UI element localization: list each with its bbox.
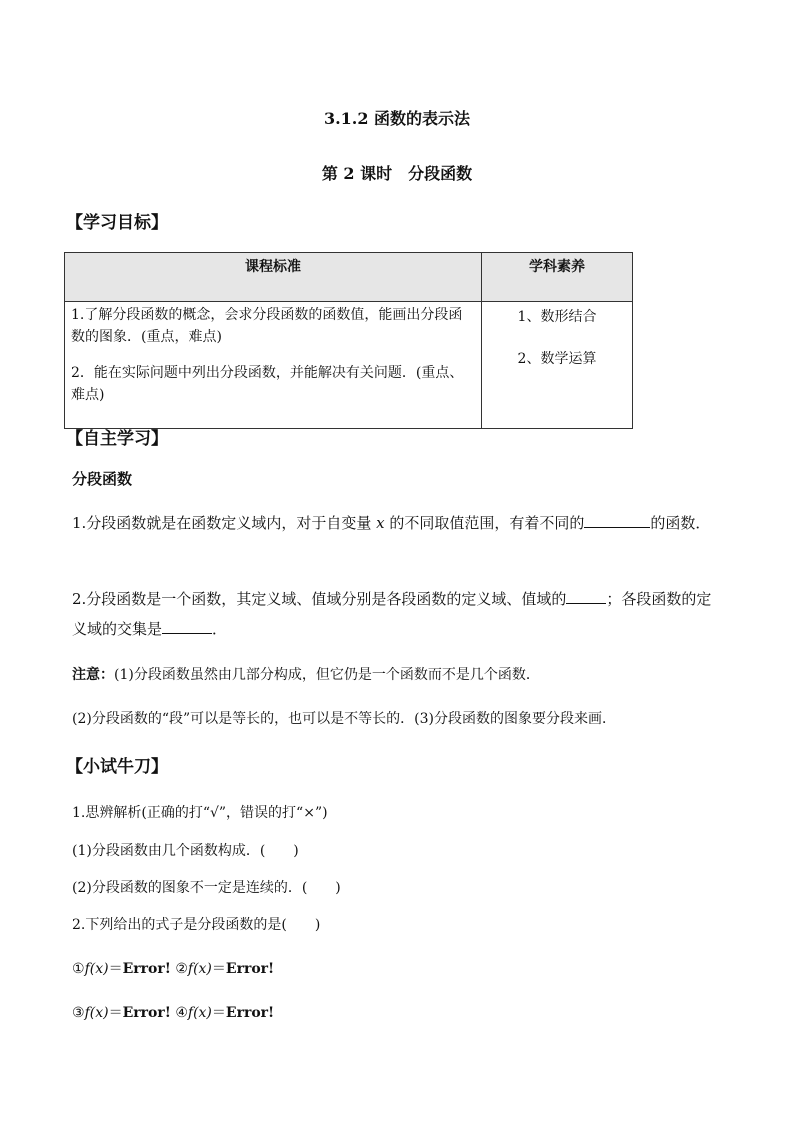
fill-blank-3[interactable] [162,617,212,634]
note-label: 注意： [72,667,114,683]
question-1-b: (2)分段函数的图象不一定是连续的．( ) [72,880,341,896]
competency-cell [482,302,633,429]
goals-table-header [65,253,633,302]
col-header-competency: 学科素养 [482,253,633,302]
competency-item-2: 2、数学运算 [517,351,597,367]
option-2-error: Error! [225,961,275,977]
variable-x: x [376,514,385,532]
standards-cell [65,302,482,429]
competency-item-1: 1、数形结合 [517,309,597,325]
paragraph-2: 2.分段函数是一个函数，其定义域、值域分别是各段函数的定义域、值域的 ；各段函数的定义域的交集是 ． [72,584,726,644]
question-1-a: (1)分段函数由几个函数构成．( ) [72,843,299,859]
note-line-1: 注意：(1)分段函数虽然由几部分构成，但它仍是一个函数而不是几个函数． [72,667,540,683]
question-1: 1.思辨解析(正确的打“√”，错误的打“×”) [72,805,328,821]
goals-heading: 【学习目标】 [66,213,168,233]
note-line-2: (2)分段函数的“段”可以是等长的，也可以是不等长的．(3)分段函数的图象要分段来画． [72,711,616,727]
goals-table [64,252,633,429]
section-subheading: 分段函数 [72,470,133,488]
options-row-1: ①f(x)＝Error! ②f(x)＝Error! [72,961,275,977]
fill-blank-2[interactable] [566,587,606,604]
option-1-label: ① [72,961,85,977]
self-study-heading: 【自主学习】 [66,429,168,449]
option-3-error: Error! [122,1005,171,1021]
standard-item-1: 1.了解分段函数的概念，会求分段函数的函数值，能画出分段函数的图象．(重点，难点) [71,307,463,345]
practice-heading: 【小试牛刀】 [66,757,168,777]
option-4-error: Error! [225,1005,275,1021]
options-row-2: ③f(x)＝Error! ④f(x)＝Error! [72,1005,275,1021]
fill-blank-1[interactable] [584,511,650,528]
standard-item-2: 2．能在实际问题中列出分段函数，并能解决有关问题．(重点、难点) [71,365,464,403]
option-1-error: Error! [122,961,171,977]
lesson-subtitle: 第 2 课时 分段函数 [321,164,473,183]
page-title: 3.1.2 函数的表示法 [323,109,471,128]
goals-table-row [65,302,633,429]
paragraph-1: 1.分段函数就是在函数定义域内，对于自变量 x 的不同取值范围，有着不同的 的函数． [72,508,726,538]
option-3-label: ③ [72,1005,85,1021]
col-header-standard: 课程标准 [65,253,482,302]
option-4-label: ④ [175,1005,188,1021]
question-2: 2.下列给出的式子是分段函数的是( ) [72,917,321,933]
option-2-label: ② [175,961,188,977]
